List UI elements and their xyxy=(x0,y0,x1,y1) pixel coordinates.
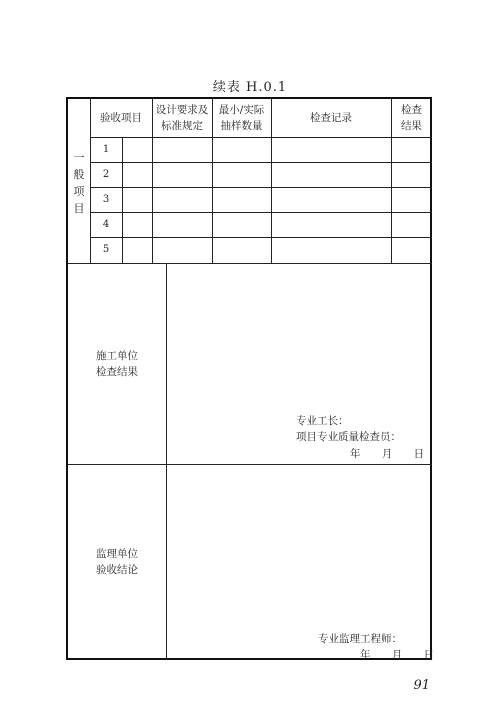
row-divider xyxy=(90,212,432,213)
engineer-signature-label: 专业监理工程师： xyxy=(318,633,402,645)
construction-label-line1: 施工单位 xyxy=(96,349,138,362)
row-number: 1 xyxy=(102,143,110,155)
header-result xyxy=(391,99,432,137)
header-spec-line1: 设计要求及 xyxy=(155,104,209,116)
section-label-general xyxy=(68,149,90,217)
row-divider xyxy=(90,187,432,188)
section-label-char: 一 xyxy=(73,151,85,164)
header-item: 验收项目 xyxy=(100,112,142,124)
supervision-date: 年 月 日 xyxy=(360,649,435,661)
section-label-char: 般 xyxy=(73,168,85,181)
foreman-signature-label: 专业工长： xyxy=(296,415,349,427)
row-number: 5 xyxy=(102,244,110,255)
supervision-label-line1: 监理单位 xyxy=(96,548,138,560)
header-sample-line2: 抽样数量 xyxy=(220,120,263,132)
section-label-char: 目 xyxy=(73,202,85,215)
header-spec xyxy=(152,99,212,137)
header-result-line1: 检查 xyxy=(401,104,422,116)
table-caption: 续表 H.0.1 xyxy=(212,80,288,95)
construction-label-line2: 检查结果 xyxy=(96,365,138,378)
header-divider xyxy=(90,137,432,138)
row-divider xyxy=(90,237,432,238)
header-record: 检查记录 xyxy=(310,112,352,124)
acceptance-table xyxy=(66,97,435,661)
construction-date: 年 月 日 xyxy=(350,448,425,460)
column-divider xyxy=(166,263,167,660)
row-number: 4 xyxy=(102,218,110,230)
inspector-signature-label: 项目专业质量检查员： xyxy=(296,431,401,443)
section-label-char: 项 xyxy=(73,185,85,198)
header-sample-line1: 最小/实际 xyxy=(218,104,265,116)
page-number: 91 xyxy=(413,678,430,693)
header-sample xyxy=(212,99,271,137)
column-divider xyxy=(122,137,123,263)
row-divider xyxy=(90,162,432,163)
row-number: 3 xyxy=(102,193,110,205)
supervision-label xyxy=(68,464,166,660)
supervision-label-line2: 验收结论 xyxy=(96,564,138,576)
header-result-line2: 结果 xyxy=(401,120,422,132)
header-spec-line2: 标准规定 xyxy=(161,120,203,132)
construction-label xyxy=(68,263,166,464)
row-number: 2 xyxy=(102,168,110,180)
